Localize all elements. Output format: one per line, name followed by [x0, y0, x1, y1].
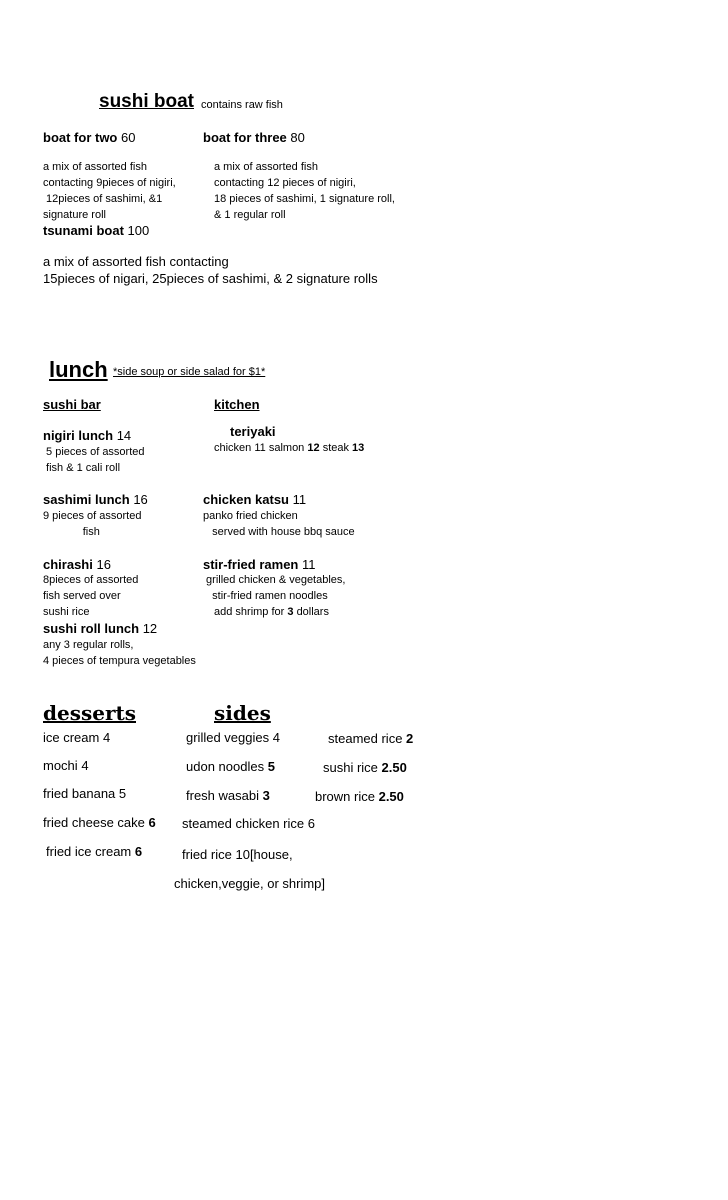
nigiri-lunch-desc: 5 pieces of assorted fish & 1 cali roll [46, 446, 145, 474]
teriyaki-salmon-label: salmon [268, 442, 305, 454]
chirashi-price: 16 [96, 557, 111, 572]
side-fried-rice [182, 847, 293, 862]
sushi-boat-note: contains raw fish [201, 99, 283, 111]
tsunami-boat-price: 100 [127, 223, 150, 238]
dessert-ice-cream [43, 730, 110, 745]
dessert-fried-ice-cream-name: fried ice cream [46, 844, 132, 859]
side-steamed-rice-name: steamed rice [328, 731, 403, 746]
chicken-katsu [203, 492, 306, 507]
dessert-ice-cream-name: ice cream [43, 730, 100, 745]
sashimi-lunch-desc: 9 pieces of assorted fish [43, 510, 142, 538]
boat-for-two-name: boat for two [43, 130, 118, 145]
chirashi-desc: 8pieces of assorted fish served over sushi rice [43, 574, 139, 618]
chicken-katsu-desc: panko fried chicken served with house bbq sauce [203, 510, 355, 538]
side-grilled-veggies-name: grilled veggies [186, 730, 270, 745]
side-udon-noodles-name: udon noodles [186, 759, 265, 774]
lunch-note: *side soup or side salad for $1* [113, 366, 266, 378]
dessert-mochi-name: mochi [43, 758, 78, 773]
teriyaki [230, 424, 276, 439]
side-fried-rice-name: fried rice [182, 847, 232, 862]
sushi-roll-lunch-price: 12 [142, 621, 158, 636]
teriyaki-name: teriyaki [230, 424, 276, 439]
side-fresh-wasabi [186, 788, 270, 803]
tsunami-boat-desc: a mix of assorted fish contacting 15pieces of nigari, 25pieces of sashimi, & 2 signature rolls [43, 254, 378, 286]
stir-fried-ramen-desc: grilled chicken & vegetables, stir-fried ramen noodles [206, 574, 346, 602]
boat-for-three [203, 130, 305, 145]
sashimi-lunch-price: 16 [133, 492, 148, 507]
add-shrimp-suffix: dollars [296, 606, 329, 618]
chicken-katsu-price: 11 [292, 492, 307, 507]
boat-for-two-desc: a mix of assorted fish contacting 9pieces of nigiri, 12pieces of sashimi, &1 signature roll [43, 161, 176, 221]
sides-title: sides [214, 701, 271, 725]
dessert-mochi [43, 758, 89, 773]
side-grilled-veggies [186, 730, 280, 745]
dessert-fried-ice-cream [46, 844, 142, 859]
chirashi [43, 557, 111, 572]
sushi-boat-title: sushi boat [99, 91, 195, 112]
stir-fried-ramen-price: 11 [302, 557, 316, 572]
side-steamed-chicken-rice [182, 816, 315, 831]
dessert-mochi-price: 4 [81, 758, 89, 773]
stir-fried-ramen-name: stir-fried ramen [203, 557, 299, 572]
side-steamed-rice-price: 2 [406, 731, 414, 746]
sushi-roll-lunch [43, 621, 157, 636]
dessert-fried-cheese-cake-price: 6 [148, 815, 156, 830]
tsunami-boat-name: tsunami boat [43, 223, 124, 238]
sushi-roll-lunch-name: sushi roll lunch [43, 621, 140, 636]
side-sushi-rice [323, 760, 407, 775]
dessert-fried-banana-price: 5 [118, 786, 127, 801]
side-sushi-rice-name: sushi rice [323, 760, 378, 775]
dessert-fried-banana-name: fried banana [43, 786, 116, 801]
boat-for-two [43, 130, 135, 145]
dessert-fried-ice-cream-price: 6 [134, 844, 143, 859]
stir-fried-ramen [203, 557, 316, 572]
side-brown-rice-name: brown rice [315, 789, 375, 804]
nigiri-lunch [43, 428, 131, 443]
dessert-fried-cheese-cake [43, 815, 156, 830]
boat-for-three-price: 80 [290, 130, 305, 145]
kitchen-heading: kitchen [214, 397, 260, 412]
dessert-ice-cream-price: 4 [102, 730, 111, 745]
chicken-katsu-name: chicken katsu [203, 492, 289, 507]
dessert-fried-banana [43, 786, 126, 801]
add-shrimp [214, 604, 329, 620]
teriyaki-chicken-price: 11 [254, 442, 266, 454]
side-fresh-wasabi-name: fresh wasabi [186, 788, 259, 803]
teriyaki-steak-price: 13 [352, 442, 365, 454]
teriyaki-chicken-label: chicken [214, 442, 252, 454]
side-fresh-wasabi-price: 3 [262, 788, 270, 803]
boat-for-two-price: 60 [121, 130, 136, 145]
side-brown-rice-price: 2.50 [378, 789, 404, 804]
lunch-title: lunch [49, 357, 108, 382]
desserts-title: desserts [43, 701, 136, 725]
side-brown-rice [315, 789, 404, 804]
side-grilled-veggies-price: 4 [272, 730, 280, 745]
dessert-fried-cheese-cake-name: fried cheese cake [43, 815, 145, 830]
add-shrimp-prefix: add shrimp for [214, 606, 285, 618]
teriyaki-steak-label: steak [322, 442, 349, 454]
add-shrimp-amount: 3 [287, 606, 294, 618]
nigiri-lunch-name: nigiri lunch [43, 428, 114, 443]
side-steamed-chicken-rice-price: 6 [307, 816, 315, 831]
side-fried-rice-options: chicken,veggie, or shrimp] [174, 876, 326, 891]
sashimi-lunch [43, 492, 148, 507]
boat-for-three-name: boat for three [203, 130, 287, 145]
sushi-bar-heading: sushi bar [43, 397, 101, 412]
teriyaki-salmon-price: 12 [307, 442, 320, 454]
tsunami-boat [43, 223, 149, 238]
nigiri-lunch-price: 14 [116, 428, 132, 443]
side-fried-rice-price: 10[house, [235, 847, 293, 862]
boat-for-three-desc: a mix of assorted fish contacting 12 pieces of nigiri, 18 pieces of sashimi, 1 signature roll, & 1 regular roll [214, 161, 395, 221]
side-sushi-rice-price: 2.50 [381, 760, 407, 775]
sashimi-lunch-name: sashimi lunch [43, 492, 130, 507]
sushi-roll-lunch-desc: any 3 regular rolls, 4 pieces of tempura vegetables [43, 639, 196, 667]
side-udon-noodles [186, 759, 275, 774]
teriyaki-prices [214, 440, 364, 456]
chirashi-name: chirashi [43, 557, 93, 572]
side-steamed-rice [328, 731, 413, 746]
side-udon-noodles-price: 5 [267, 759, 275, 774]
side-steamed-chicken-rice-name: steamed chicken rice [182, 816, 305, 831]
